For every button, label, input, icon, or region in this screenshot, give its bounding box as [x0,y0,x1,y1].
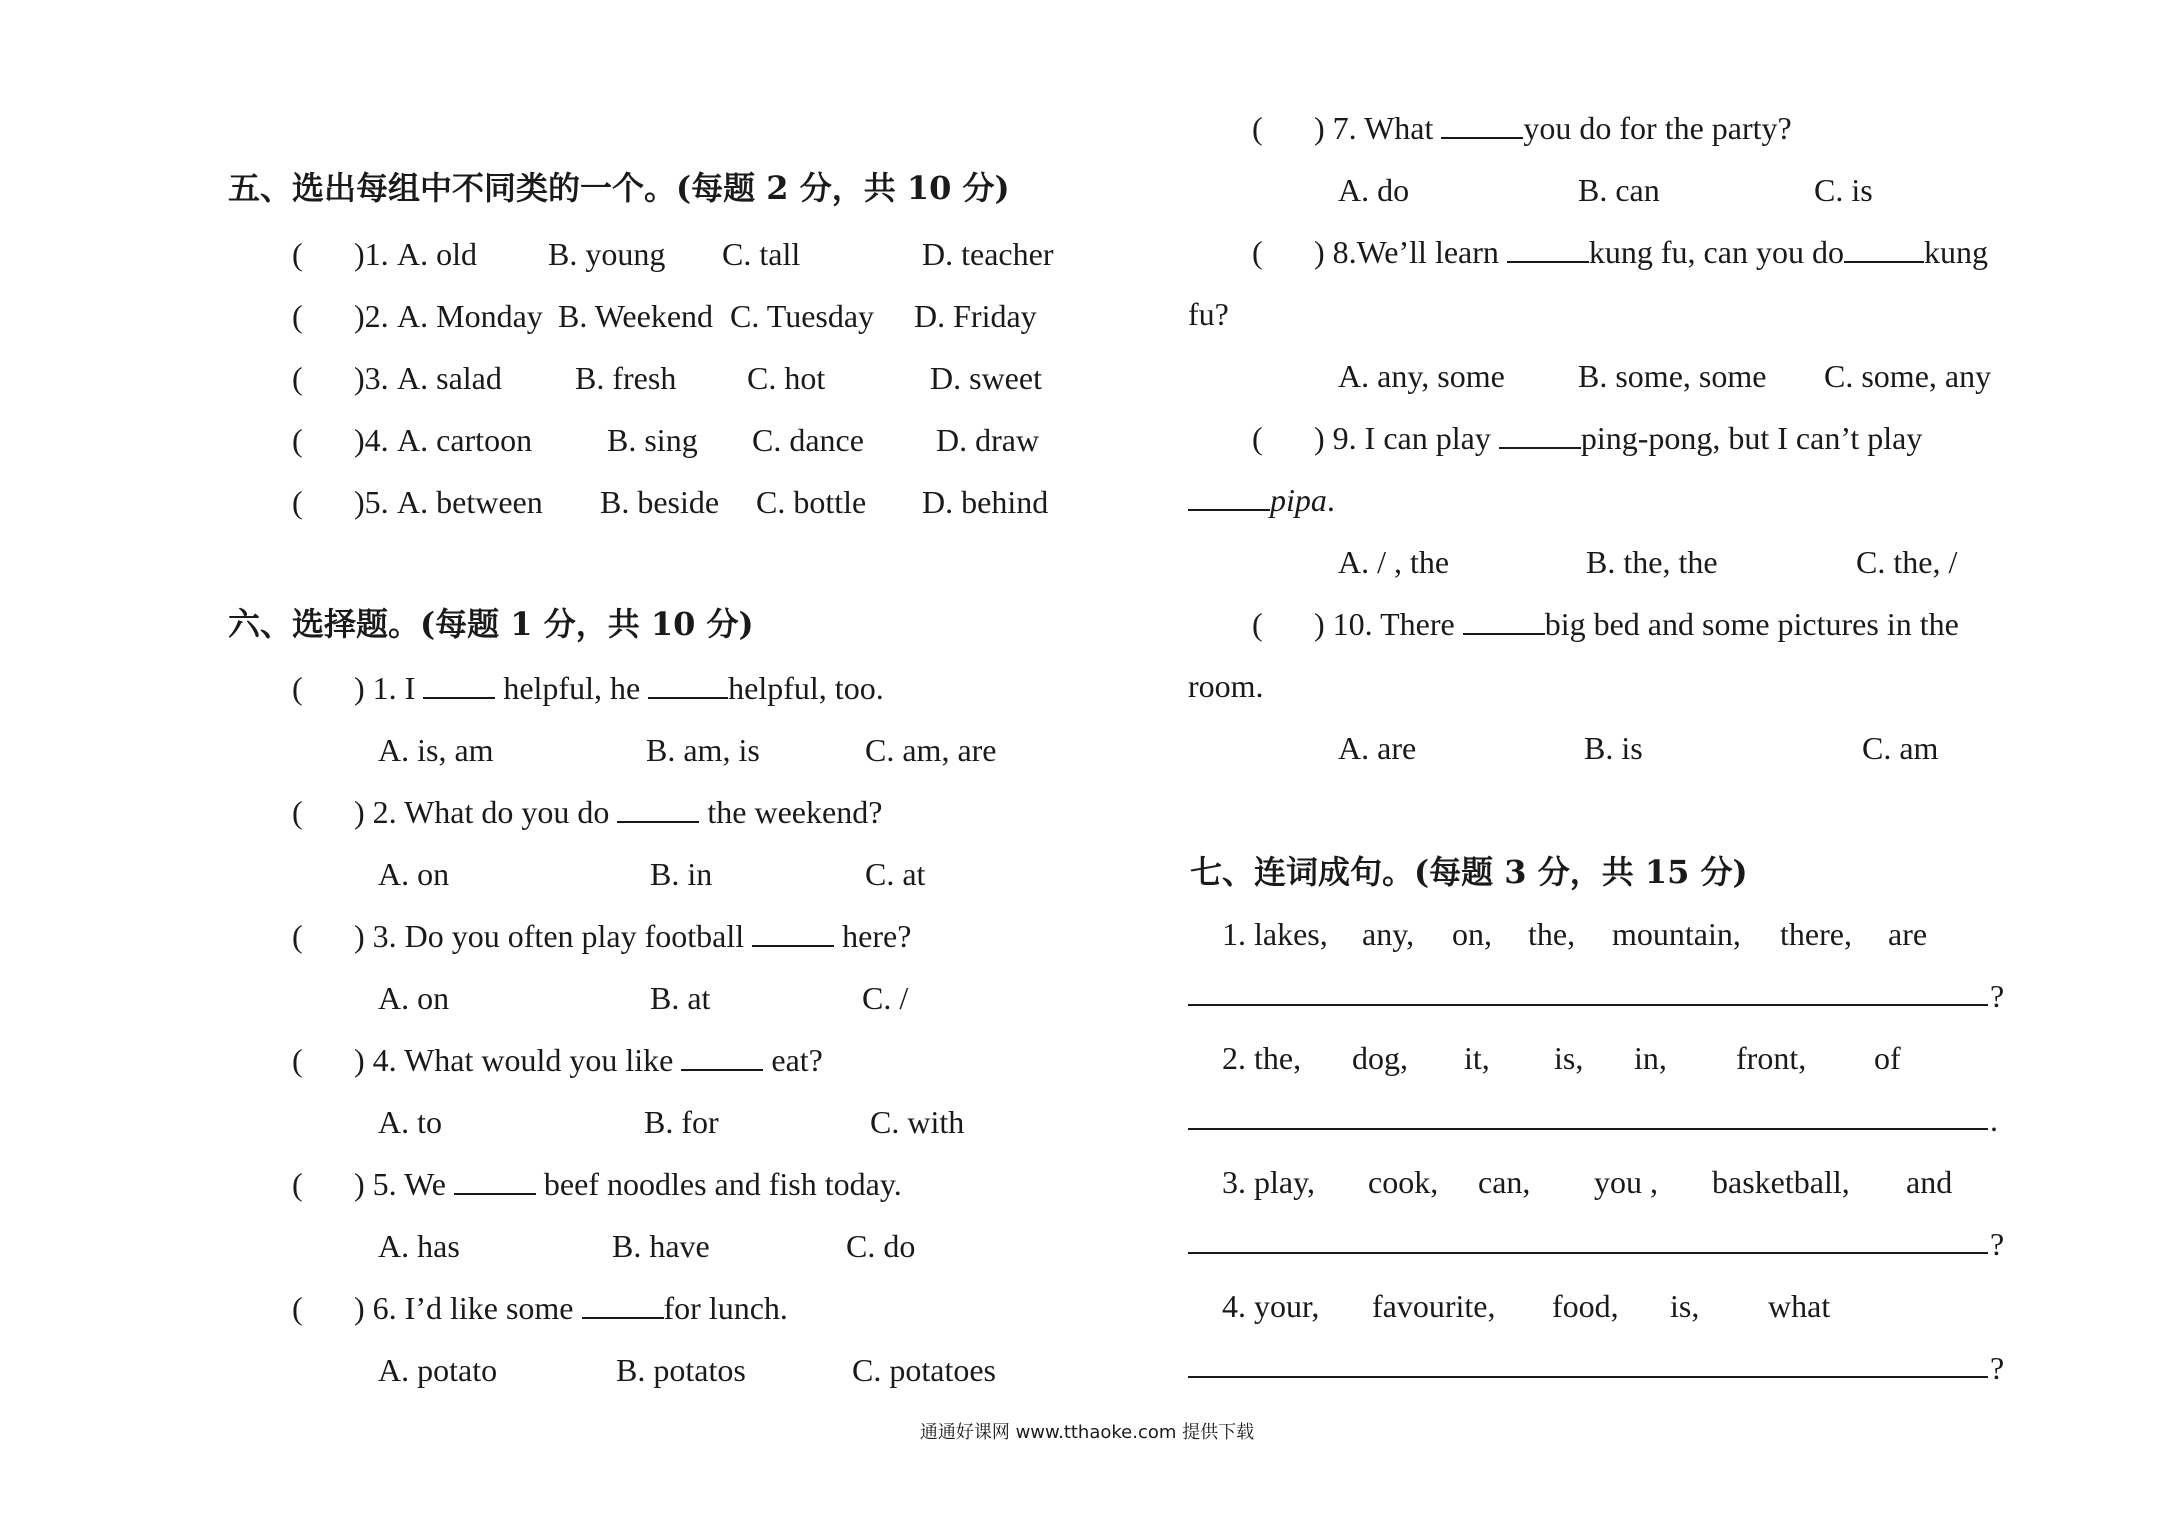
word: is, [1554,1040,1584,1076]
sentence-end-mark: ? [1990,1226,2005,1262]
option-c: C. is [1814,172,1873,208]
option-b: B. some, some [1578,358,1767,394]
answer-paren[interactable]: ( [292,236,303,272]
section7-heading: 七、连词成句。(每题 3 分，共 15 分) [1190,853,1748,891]
answer-paren[interactable]: ( [292,422,303,458]
answer-paren[interactable]: ( [292,298,303,334]
answer-paren[interactable]: ( [1252,606,1263,642]
answer-blank[interactable] [1463,605,1545,635]
question-continuation: room. [1188,668,1264,704]
answer-blank[interactable] [617,793,699,823]
option-c: C. Tuesday [730,298,875,334]
option-a: A. has [378,1228,460,1264]
option-a: A. are [1338,730,1417,766]
option-a: A. on [378,856,450,892]
word: food, [1552,1288,1619,1324]
answer-line[interactable] [1188,1252,1988,1254]
word: any, [1362,916,1415,952]
word: basketball, [1712,1164,1850,1200]
option-a: A. between [397,484,543,520]
option-d: D. teacher [922,236,1054,272]
answer-paren[interactable]: ( [292,918,303,954]
option-a: A. any, some [1338,358,1505,394]
option-a: A. salad [397,360,502,396]
answer-blank[interactable] [1844,233,1924,263]
question-continuation: pipa. [1188,480,1335,520]
answer-blank[interactable] [423,669,495,699]
option-c: C. / [862,980,909,1016]
question-stem: ) 2. What do you do the weekend? [354,794,883,830]
option-a: A. old [397,236,477,272]
item-number: )3. [354,360,389,396]
word: 1. lakes, [1222,916,1328,952]
answer-line[interactable] [1188,1004,1988,1006]
option-c: C. dance [752,422,864,458]
option-a: A. is, am [378,732,494,768]
word: and [1906,1164,1953,1200]
option-a: A. Monday [397,298,543,334]
word: mountain, [1612,916,1741,952]
question-stem: ) 9. I can play ping-pong, but I can’t play [1314,420,1923,456]
option-b: B. have [612,1228,710,1264]
question-stem: ) 6. I’d like some for lunch. [354,1290,788,1326]
option-a: A. to [378,1104,442,1140]
answer-blank[interactable] [454,1165,536,1195]
answer-blank[interactable] [648,669,728,699]
word: 3. play, [1222,1164,1316,1200]
option-b: B. the, the [1586,544,1718,580]
item-number: )4. [354,422,389,458]
answer-blank[interactable] [1188,481,1270,511]
option-c: C. do [846,1228,916,1264]
answer-paren[interactable]: ( [1252,234,1263,270]
option-b: B. can [1578,172,1660,208]
question-stem: ) 7. What you do for the party? [1314,110,1792,146]
word: what [1768,1288,1831,1324]
option-b: B. Weekend [558,298,714,334]
answer-line[interactable] [1188,1128,1988,1130]
answer-paren[interactable]: ( [292,670,303,706]
answer-paren[interactable]: ( [292,794,303,830]
answer-paren[interactable]: ( [292,484,303,520]
option-d: D. behind [922,484,1049,520]
option-d: D. sweet [930,360,1042,396]
section6-heading: 六、选择题。(每题 1 分，共 10 分) [228,605,754,643]
option-c: C. tall [722,236,801,272]
sentence-end-mark: . [1990,1102,1998,1138]
word: you , [1594,1164,1658,1200]
option-c: C. bottle [756,484,867,520]
item-number: )2. [354,298,389,334]
word: there, [1780,916,1852,952]
question-stem: ) 3. Do you often play football here? [354,918,912,954]
word: favourite, [1372,1288,1496,1324]
word: the, [1528,916,1576,952]
word: is, [1670,1288,1700,1324]
option-c: C. potatoes [852,1352,996,1388]
answer-paren[interactable]: ( [1252,420,1263,456]
word: are [1888,916,1928,952]
word: dog, [1352,1040,1408,1076]
option-b: B. is [1584,730,1643,766]
item-number: )5. [354,484,389,520]
word: can, [1478,1164,1531,1200]
word: 2. the, [1222,1040,1302,1076]
answer-paren[interactable]: ( [292,1290,303,1326]
word: 4. your, [1222,1288,1320,1324]
option-b: B. potatos [616,1352,746,1388]
option-d: D. draw [936,422,1040,458]
item-number: )1. [354,236,389,272]
question-stem: ) 8.We’ll learn kung fu, can you do kung [1314,234,1988,270]
answer-paren[interactable]: ( [292,1166,303,1202]
option-d: D. Friday [914,298,1037,334]
option-b: B. at [650,980,711,1016]
answer-blank[interactable] [752,917,834,947]
option-c: C. hot [747,360,826,396]
option-a: A. on [378,980,450,1016]
page-footer: 通通好课网 www.tthaoke.com 提供下载 [919,1422,1255,1443]
answer-line[interactable] [1188,1376,1988,1378]
option-b: B. in [650,856,713,892]
question-stem: ) 10. There big bed and some pictures in the [1314,606,1959,642]
option-a: A. cartoon [397,422,533,458]
option-a: A. / , the [1338,544,1450,580]
sentence-end-mark: ? [1990,1350,2005,1386]
option-b: B. young [548,236,666,272]
option-b: B. fresh [575,360,677,396]
question-stem: ) 5. We beef noodles and fish today. [354,1166,902,1202]
sentence-end-mark: ? [1990,978,2005,1014]
word: in, [1634,1040,1667,1076]
option-c: C. the, / [1856,544,1958,580]
word: cook, [1368,1164,1439,1200]
answer-blank[interactable] [1507,233,1589,263]
option-c: C. with [870,1104,965,1140]
option-b: B. am, is [646,732,760,768]
question-stem: ) 1. I helpful, he helpful, too. [354,670,884,706]
option-c: C. at [865,856,926,892]
answer-blank[interactable] [582,1289,664,1319]
word: on, [1452,916,1492,952]
question-continuation: fu? [1188,296,1229,332]
answer-blank[interactable] [1441,109,1523,139]
answer-blank[interactable] [1499,419,1581,449]
word: of [1874,1040,1901,1076]
answer-paren[interactable]: ( [1252,110,1263,146]
section5-heading: 五、选出每组中不同类的一个。(每题 2 分，共 10 分) [228,169,1010,207]
option-c: C. am [1862,730,1939,766]
question-stem: ) 4. What would you like eat? [354,1042,823,1078]
answer-paren[interactable]: ( [292,360,303,396]
option-a: A. potato [378,1352,498,1388]
option-b: B. beside [600,484,720,520]
option-c: C. am, are [865,732,997,768]
answer-blank[interactable] [681,1041,763,1071]
option-a: A. do [1338,172,1410,208]
answer-paren[interactable]: ( [292,1042,303,1078]
word: it, [1464,1040,1490,1076]
word: front, [1736,1040,1807,1076]
option-c: C. some, any [1824,358,1992,394]
option-b: B. for [644,1104,719,1140]
option-b: B. sing [607,422,698,458]
